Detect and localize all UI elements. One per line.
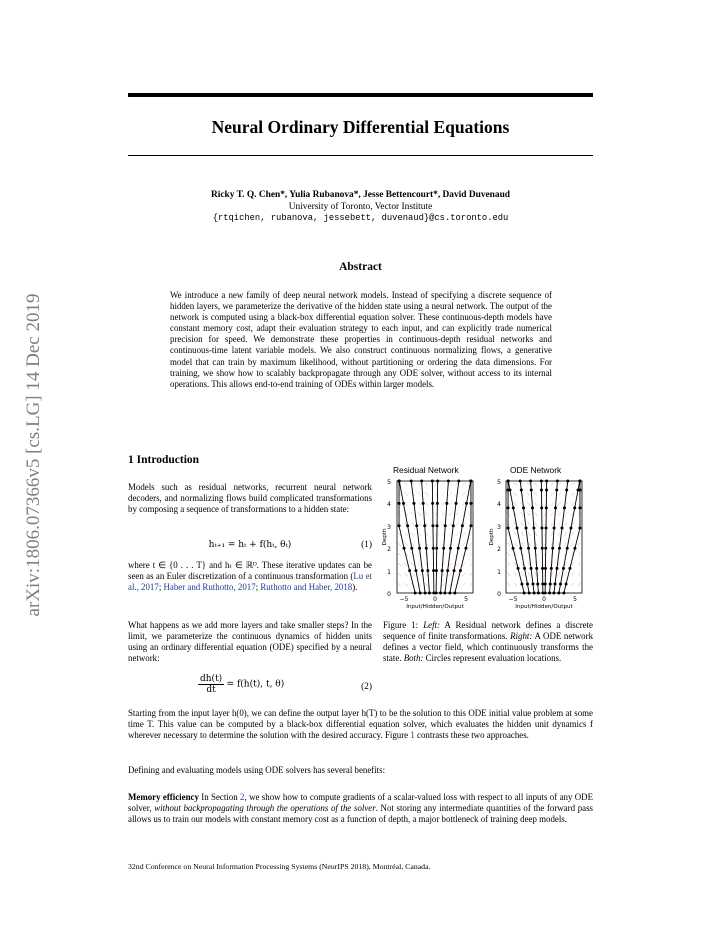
right-xtick-0: 0 (542, 596, 546, 603)
evaluation-point (540, 480, 543, 483)
evaluation-point (457, 547, 460, 550)
equation-2 (128, 674, 372, 700)
equation-2-fraction (198, 674, 224, 695)
evaluation-point (519, 480, 522, 483)
evaluation-point (566, 547, 569, 550)
evaluation-point (562, 592, 565, 595)
evaluation-point (540, 506, 543, 509)
evaluation-point (442, 547, 445, 550)
p6-text-b: , we show how to compute gradients of a scalar-valued loss with respect to all inputs of any ODE solver, (128, 792, 594, 814)
p2-text-a: where t ∈ {0 . . . T} and hₜ ∈ ℝᴰ. These iterative updates can be seen as an Euler discretization of a continuous transformation ( (128, 560, 372, 582)
evaluation-point (544, 547, 547, 550)
figure-1 (380, 476, 595, 610)
abstract-text: We introduce a new family of deep neural network models. Instead of specifying a discrete sequence of hidden layers, we parameterize the derivative of the hidden state using a neural network. The output of the network is computed using a black-box differential equation solver. These continuous-depth models have constant memory cost, adapt their evaluation strategy to each input, and can explicitly trade numerical precision for speed. We demonstrate these properties in continuous-depth residual networks and continuous-time latent variable models. We also construct continuous normalizing flows, a generative model that can train by maximum likelihood, without partitioning or ordering the data dimensions. For training, we show how to scalably backpropagate through any ODE solver, without access to its internal operations. This allows end-to-end training of ODEs within larger models. (170, 290, 552, 389)
residual-network-plot (382, 479, 473, 610)
section-ref-2[interactable]: 2 (240, 792, 245, 802)
evaluation-point (398, 480, 401, 483)
citation-ruthotto-2018[interactable]: Ruthotto and Haber, 2018 (260, 582, 353, 593)
right-ytick-3: 3 (497, 524, 501, 531)
p4-text-b: contrasts these two approaches. (414, 730, 529, 741)
evaluation-point (457, 480, 460, 483)
author-block (128, 190, 593, 225)
evaluation-point (435, 569, 438, 572)
evaluation-point (540, 527, 543, 530)
evaluation-point (432, 547, 435, 550)
evaluation-point (544, 567, 547, 570)
arxiv-stamp (20, 245, 48, 665)
equation-2-number: (2) (361, 682, 372, 692)
evaluation-point (520, 583, 523, 586)
evaluation-point (408, 569, 411, 572)
evaluation-point (544, 592, 547, 595)
evaluation-point (507, 480, 510, 483)
evaluation-point (508, 488, 511, 491)
evaluation-point (529, 480, 532, 483)
evaluation-point (516, 527, 519, 530)
evaluation-point (578, 506, 581, 509)
right-ytick-1: 1 (497, 569, 501, 576)
equation-1-number: (1) (361, 540, 372, 550)
evaluation-point (452, 524, 455, 527)
equation-2-body (198, 674, 284, 695)
conference-footer: 32nd Conference on Neural Information Processing Systems (NeurIPS 2018), Montréal, Canada. (128, 862, 431, 871)
arxiv-id: arXiv:1806.07366v5 [cs.LG] 14 Dec 2019 (23, 293, 44, 617)
evaluation-point (520, 488, 523, 491)
abstract-heading: Abstract (339, 261, 382, 273)
evaluation-point (555, 567, 558, 570)
evaluation-point (541, 547, 544, 550)
evaluation-point (523, 592, 526, 595)
citation-haber-2017[interactable]: Haber and Ruthotto, 2017 (163, 582, 256, 593)
evaluation-point (446, 569, 449, 572)
evaluation-point (455, 502, 458, 505)
evaluation-point (554, 506, 557, 509)
caption-left-label: Left: (423, 620, 440, 630)
evaluation-point (541, 567, 544, 570)
memory-efficiency-paragraph (128, 792, 593, 825)
intro-paragraph-5: Defining and evaluating models using ODE solvers has several benefits: (128, 765, 386, 775)
caption-left-text: A Residual network defines a discrete sequence of finite transformations. (383, 620, 594, 642)
evaluation-point (469, 502, 472, 505)
evaluation-point (398, 524, 401, 527)
author-emails: {rtqichen, rubanova, jessebett, duvenaud}@cs.toronto.edu (212, 213, 509, 223)
equation-2-denominator: dt (206, 685, 216, 695)
evaluation-point (578, 480, 581, 483)
evaluation-point (553, 527, 556, 530)
ode-plot-frame (506, 481, 582, 593)
evaluation-point (419, 592, 422, 595)
intro-paragraph-1: Models such as residual networks, recurrent neural network decoders, and normalizing flows build complicated transformations by composing a sequence of transformations to a hidden state: (128, 482, 372, 515)
evaluation-point (410, 480, 413, 483)
intro-paragraph-3: What happens as we add more layers and take smaller steps? In the limit, we parameterize the continuous dynamics of hidden units using an ordinary differential equation (ODE) specified by a neural network: (128, 620, 372, 664)
evaluation-point (559, 583, 562, 586)
evaluation-point (552, 592, 555, 595)
evaluation-point (535, 567, 538, 570)
evaluation-point (448, 592, 451, 595)
left-xtick-5: 5 (464, 596, 468, 603)
evaluation-point (418, 547, 421, 550)
p4-text-a: Starting from the input layer h(0), we can define the output layer h(T) to be the solution to this ODE initial value problem at some time T. This value can be computed by a black-box differential equation solver, which evaluates the hidden unit dynamics f wherever necessary to determine the solution with the desired accuracy. Figure (128, 708, 593, 741)
right-ytick-5: 5 (497, 479, 501, 486)
right-xtick-5: 5 (573, 596, 577, 603)
evaluation-point (528, 592, 531, 595)
evaluation-point (536, 583, 539, 586)
evaluation-point (573, 547, 576, 550)
citation-lu-2017[interactable]: Lu et al., 2017 (128, 571, 372, 593)
evaluation-point (436, 480, 439, 483)
evaluation-point (531, 506, 534, 509)
right-ytick-2: 2 (497, 546, 501, 553)
evaluation-point (530, 567, 533, 570)
evaluation-point (447, 480, 450, 483)
p6-emphasis: without backpropagating through the operations of the solver (154, 803, 376, 814)
left-ytick-4: 4 (387, 501, 391, 508)
evaluation-point (533, 592, 536, 595)
p6-text-c: . Not storing any intermediate quantities of the forward pass allows us to train our models with constant memory cost as a function of depth, a major bottleneck of training deep models. (128, 803, 593, 825)
evaluation-point (578, 527, 581, 530)
right-ytick-0: 0 (497, 591, 501, 598)
evaluation-point (525, 527, 528, 530)
evaluation-point (415, 524, 418, 527)
evaluation-point (420, 480, 423, 483)
evaluation-point (573, 506, 576, 509)
p2-text-b: ). (352, 582, 358, 593)
evaluation-point (464, 547, 467, 550)
evaluation-point (563, 506, 566, 509)
evaluation-point (426, 569, 429, 572)
evaluation-point (435, 592, 438, 595)
evaluation-point (414, 569, 417, 572)
evaluation-point (537, 592, 540, 595)
p6-text-a: In Section (198, 792, 241, 802)
equation-2-numerator: dh(t) (200, 674, 223, 684)
evaluation-point (398, 502, 401, 505)
evaluation-point (402, 502, 405, 505)
evaluation-point (507, 506, 510, 509)
evaluation-point (423, 524, 426, 527)
evaluation-point (550, 567, 553, 570)
figure-left-title: Residual Network (393, 465, 459, 475)
evaluation-point (519, 547, 522, 550)
evaluation-point (431, 480, 434, 483)
evaluation-point (445, 502, 448, 505)
evaluation-point (522, 506, 525, 509)
evaluation-point (545, 488, 548, 491)
evaluation-point (530, 488, 533, 491)
equation-1 (128, 540, 372, 552)
evaluation-point (527, 547, 530, 550)
affiliation: University of Toronto, Vector Institute (288, 201, 433, 212)
evaluation-point (523, 567, 526, 570)
p2-sep-2: ; (255, 582, 261, 593)
residual-plot-frame (397, 481, 473, 593)
evaluation-point (461, 524, 464, 527)
figure-ref-1[interactable]: 1 (410, 730, 415, 741)
evaluation-point (428, 592, 431, 595)
evaluation-point (449, 547, 452, 550)
evaluation-point (566, 480, 569, 483)
evaluation-point (410, 547, 413, 550)
left-ytick-0: 0 (387, 591, 391, 598)
left-xlabel: Input/Hidden/Output (406, 604, 464, 610)
evaluation-point (465, 502, 468, 505)
evaluation-point (439, 592, 442, 595)
right-xlabel: Input/Hidden/Output (515, 604, 573, 610)
evaluation-point (431, 502, 434, 505)
evaluation-point (512, 506, 515, 509)
memory-efficiency-heading: Memory efficiency (128, 792, 199, 802)
evaluation-point (532, 527, 535, 530)
left-xtick-neg5: −5 (399, 596, 409, 603)
evaluation-point (436, 502, 439, 505)
ode-network-plot (489, 479, 582, 610)
evaluation-point (444, 524, 447, 527)
caption-both-label: Both: (403, 653, 424, 664)
evaluation-point (453, 592, 456, 595)
author-names: Ricky T. Q. Chen*, Yulia Rubanova*, Jesse Bettencourt*, David Duvenaud (211, 190, 510, 200)
evaluation-point (512, 547, 515, 550)
left-ytick-1: 1 (387, 569, 391, 576)
evaluation-point (549, 583, 552, 586)
left-ytick-5: 5 (387, 479, 391, 486)
equation-1-body: hₜ₊₁ = hₜ + f(hₜ, θₜ) (208, 540, 292, 550)
intro-paragraph-2 (128, 560, 372, 593)
right-ylabel: Depth (489, 528, 495, 546)
evaluation-point (441, 569, 444, 572)
evaluation-point (560, 527, 563, 530)
evaluation-point (459, 569, 462, 572)
evaluation-point (517, 567, 520, 570)
section-heading-introduction: 1 Introduction (128, 454, 200, 466)
evaluation-point (548, 592, 551, 595)
evaluation-point (545, 527, 548, 530)
evaluation-point (412, 502, 415, 505)
evaluation-point (469, 480, 472, 483)
right-ytick-4: 4 (497, 501, 501, 508)
evaluation-point (544, 583, 547, 586)
left-ytick-3: 3 (387, 524, 391, 531)
caption-right-label: Right: (510, 631, 533, 642)
paper-title: Neural Ordinary Differential Equations (211, 117, 510, 137)
evaluation-point (545, 506, 548, 509)
evaluation-point (435, 547, 438, 550)
title-rule-top (128, 93, 593, 97)
evaluation-point (534, 547, 537, 550)
evaluation-point (540, 488, 543, 491)
evaluation-point (469, 524, 472, 527)
evaluation-point (425, 547, 428, 550)
evaluation-point (551, 547, 554, 550)
evaluation-point (431, 524, 434, 527)
evaluation-point (403, 547, 406, 550)
title-rule-bottom (128, 155, 593, 156)
caption-label: Figure 1: (383, 620, 424, 630)
evaluation-point (436, 524, 439, 527)
evaluation-point (443, 592, 446, 595)
evaluation-point (545, 480, 548, 483)
evaluation-point (424, 592, 427, 595)
left-xtick-0: 0 (433, 596, 437, 603)
evaluation-point (526, 583, 529, 586)
evaluation-point (554, 583, 557, 586)
left-ylabel: Depth (382, 528, 388, 546)
intro-paragraph-4 (128, 708, 593, 741)
p2-sep-1: ; (158, 582, 164, 593)
evaluation-point (406, 524, 409, 527)
caption-right-text: A ODE network defines a vector field, which continuously transforms the state. (383, 631, 593, 664)
evaluation-point (557, 592, 560, 595)
evaluation-point (422, 502, 425, 505)
evaluation-point (555, 488, 558, 491)
evaluation-point (421, 569, 424, 572)
left-ytick-2: 2 (387, 546, 391, 553)
evaluation-point (578, 488, 581, 491)
evaluation-point (565, 583, 568, 586)
figure-right-title: ODE Network (510, 465, 562, 475)
evaluation-point (558, 547, 561, 550)
evaluation-point (507, 527, 510, 530)
evaluation-point (562, 567, 565, 570)
evaluation-point (453, 569, 456, 572)
right-xtick-neg5: −5 (508, 596, 518, 603)
evaluation-point (569, 527, 572, 530)
figure-1-caption (383, 620, 593, 664)
evaluation-point (565, 488, 568, 491)
evaluation-point (414, 592, 417, 595)
evaluation-point (531, 583, 534, 586)
equation-2-rhs: = f(h(t), t, θ) (226, 679, 285, 690)
evaluation-point (432, 569, 435, 572)
evaluation-point (556, 480, 559, 483)
caption-both-text: Circles represent evaluation locations. (423, 653, 562, 664)
evaluation-point (568, 567, 571, 570)
